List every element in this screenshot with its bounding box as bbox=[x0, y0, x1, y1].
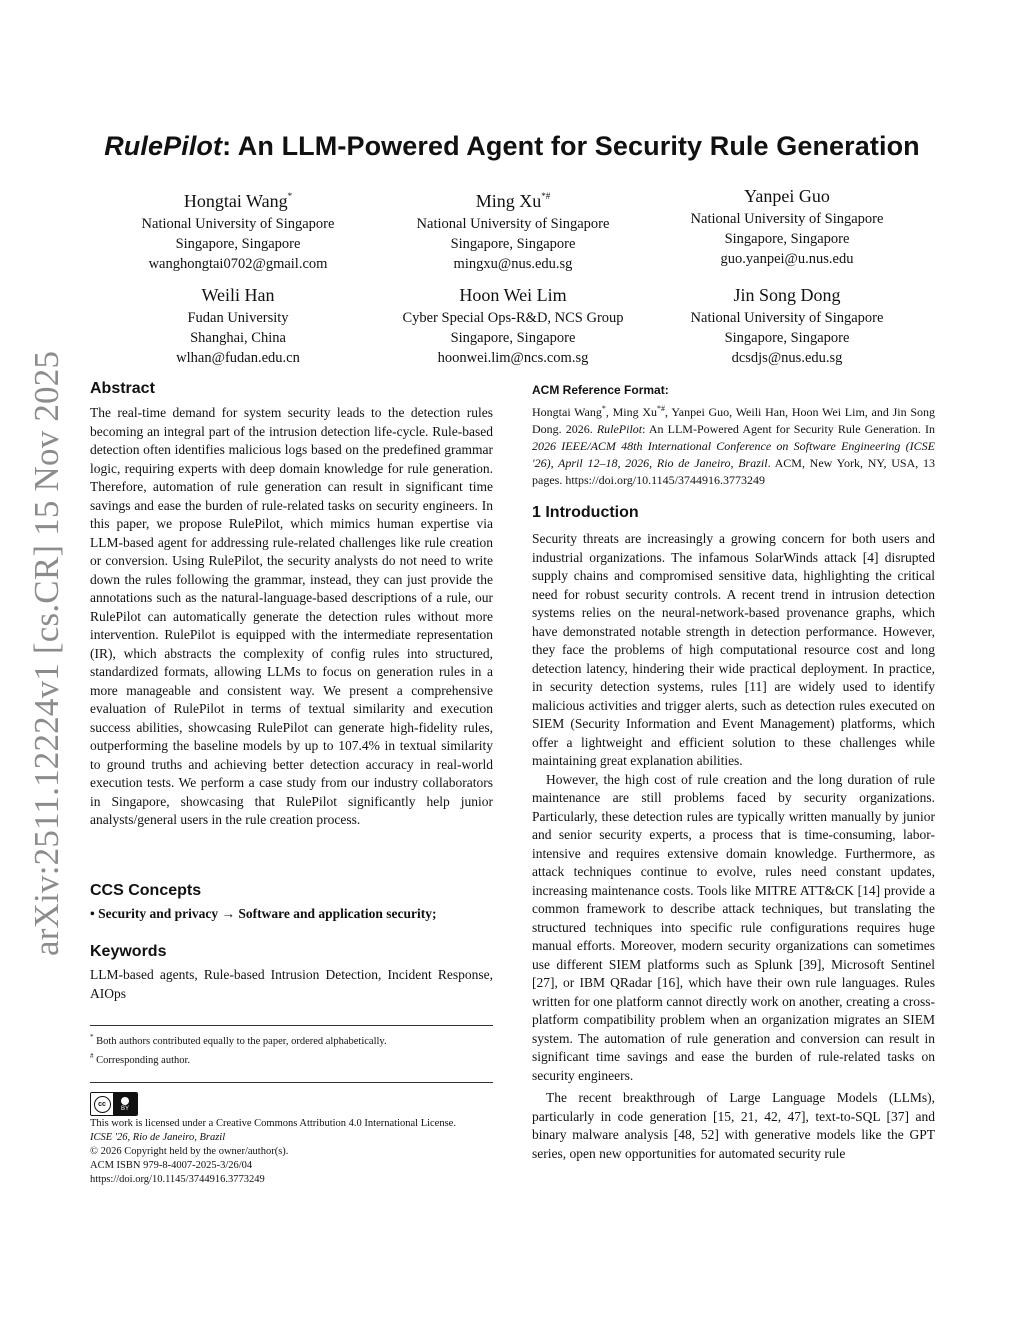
ccs-heading: CCS Concepts bbox=[90, 882, 202, 899]
author-block bbox=[642, 283, 932, 368]
author-email[interactable]: dcsdjs@nus.edu.sg bbox=[731, 350, 843, 366]
abstract-heading: Abstract bbox=[90, 380, 155, 397]
intro-paragraph: Security threats are increasingly a growing concern for both users and industrial organizations. The infamous SolarWinds attack [4] disrupted supply chains and compromised sensitive data, highlighting the critical need for robust security controls. A recent trend in intrusion detection systems relies on the neural-network-based provenance graphs, which have demonstrated notable strength in detection performance. However, they face the problems of high computational resource cost and long detection latency, hindering their wide practical deployment. In practice, in security detection systems, rules [11] are widely used to identify malicious activities and trigger alerts, such as detection rules executed on SIEM (Security Information and Event Management) platforms, which offer a lightweight and efficient solution to these challenges while maintaining great explanation abilities. bbox=[532, 531, 935, 768]
license-divider bbox=[90, 1082, 493, 1083]
author-block bbox=[93, 283, 383, 368]
footnote: * Both authors contributed equally to the paper, ordered alphabetically. bbox=[90, 1033, 387, 1047]
author-email[interactable]: hoonwei.lim@ncs.com.sg bbox=[437, 350, 589, 366]
author-mark: *# bbox=[541, 191, 551, 201]
author-location: Shanghai, China bbox=[190, 330, 286, 346]
author-affiliation: Cyber Special Ops-R&D, NCS Group bbox=[402, 310, 624, 326]
author-email[interactable]: wlhan@fudan.edu.cn bbox=[176, 350, 300, 366]
footnotes bbox=[90, 1030, 493, 1068]
author-location: Singapore, Singapore bbox=[724, 231, 850, 247]
intro-paragraph: The recent breakthrough of Large Language Models (LLMs), particularly in code generation [15, 21, 42, 47], text-to-SQL [37] and binary malware analysis [48, 52] with generative models like the GPT series, open new opportunities for automated security rule bbox=[532, 1090, 935, 1161]
cc-by-badge[interactable]: cc BY bbox=[90, 1092, 138, 1116]
author-location: Singapore, Singapore bbox=[450, 236, 576, 252]
author-affiliation: National University of Singapore bbox=[690, 310, 884, 326]
abstract-text: The real-time demand for system security leads to the detection rules becoming an integral part of the intrusion detection life-cycle. Rule-based detection often identifies malicious logs based on the predefined grammar logic, requiring experts with deep domain knowledge for rule generation. Therefore, automation of rule generation can result in significant time savings and ease the burden of rule-related tasks on security engineers. In this paper, we propose RulePilot, which mimics human expertise via LLM-based agent for addressing rule-related challenges like rule creation or conversion. Using RulePilot, the security analysts do not need to write down the rules following the grammar, instead, they can just provide the annotations such as the natural-language-based descriptions of a rule, our RulePilot can automatically generate the detection rules without more intervention. RulePilot is equipped with the intermediate representation (IR), which abstracts the complexity of config rules into structured, standardized formats, allowing LLMs to focus on generation rules in a more manageable and consistent way. We present a comprehensive evaluation of RulePilot in terms of textual similarity and execution success abilities, showcasing RulePilot can generate high-fidelity rules, outperforming the baseline models by up to 107.4% in textual similarity to ground truths and achieving better detection accuracy in real-world execution tests. We perform a case study from our industry collaborators in Singapore, showcasing that RulePilot significantly help junior analysts/general users in the rule creation process. bbox=[90, 405, 493, 827]
cc-icon: cc bbox=[94, 1096, 111, 1113]
license-doi[interactable]: https://doi.org/10.1145/3744916.3773249 bbox=[90, 1174, 265, 1185]
author-name: Jin Song Dong bbox=[733, 285, 841, 305]
author-block bbox=[368, 283, 658, 368]
author-email[interactable]: guo.yanpei@u.nus.edu bbox=[720, 251, 854, 267]
author-name: Weili Han bbox=[201, 285, 275, 305]
license-copyright: © 2026 Copyright held by the owner/author(s). bbox=[90, 1146, 289, 1157]
author-email[interactable]: wanghongtai0702@gmail.com bbox=[148, 256, 328, 272]
author-email[interactable]: mingxu@nus.edu.sg bbox=[453, 256, 573, 272]
author-block bbox=[642, 184, 932, 269]
arxiv-identifier: arXiv:2511.12224v1 [cs.CR] 15 Nov 2025 bbox=[27, 350, 66, 956]
author-affiliation: National University of Singapore bbox=[690, 211, 884, 227]
author-block bbox=[93, 184, 383, 274]
author-mark: * bbox=[287, 191, 293, 201]
author-block bbox=[368, 184, 658, 274]
author-affiliation: National University of Singapore bbox=[416, 216, 610, 232]
reference-text: Hongtai Wang*, Ming Xu*#, Yanpei Guo, Weili Han, Hoon Wei Lim, and Jin Song Dong. 2026. RulePilot: An LLM-Powered Agent for Security Rule Generation. In 2026 IEEE/ACM 48th International Conference on Software Engineering (ICSE '26), April 12–18, 2026, Rio de Janeiro, Brazil. ACM, New York, NY, USA, 13 pages. https://doi.org/10.1145/3744916.3773249 bbox=[532, 404, 936, 487]
author-affiliation: National University of Singapore bbox=[141, 216, 335, 232]
author-location: Singapore, Singapore bbox=[724, 330, 850, 346]
license-block bbox=[90, 1117, 510, 1187]
author-name: Ming Xu bbox=[475, 191, 542, 211]
keywords-text: LLM-based agents, Rule-based Intrusion Detection, Incident Response, AIOps bbox=[90, 967, 493, 1001]
person-icon bbox=[121, 1097, 129, 1105]
title-name: RulePilot bbox=[104, 131, 223, 161]
abstract-section bbox=[90, 378, 493, 830]
author-affiliation: Fudan University bbox=[187, 310, 289, 326]
author-name: Hongtai Wang bbox=[183, 191, 288, 211]
author-name: Hoon Wei Lim bbox=[459, 285, 567, 305]
author-location: Singapore, Singapore bbox=[450, 330, 576, 346]
reference-format bbox=[532, 382, 935, 489]
introduction-section bbox=[532, 502, 935, 1163]
paper-title bbox=[60, 131, 964, 162]
author-location: Singapore, Singapore bbox=[175, 236, 301, 252]
intro-paragraph: However, the high cost of rule creation and the long duration of rule maintenance are still problems faced by security organizations. Particularly, these detection rules are typically written manually by junior and senior security experts, a process that is time-consuming, labor-intensive and requires extensive domain knowledge. Furthermore, as attack techniques continue to evolve, rules need constant updates, increasing maintenance costs. Tools like MITRE ATT&CK [14] provide a common framework to describe attack techniques, but translating the structured techniques into specific rule configurations requires huge manual efforts. Moreover, modern security organizations can sometimes use different SIEM platforms such as Splunk [39], Microsoft Sentinel [27], or IBM QRadar [16], which have their own rule languages. Rules written for one platform cannot directly work on another, creating a cross-platform compatibility problem when an organization migrates an SIEM system. The automation of rule generation and conversion can result in significant time savings and ease the burden of rule-related tasks on security engineers. bbox=[532, 771, 935, 1083]
author-name: Yanpei Guo bbox=[744, 186, 830, 206]
license-venue: ICSE '26, Rio de Janeiro, Brazil bbox=[90, 1132, 226, 1143]
license-line: This work is licensed under a Creative Commons Attribution 4.0 International License. bbox=[90, 1118, 456, 1129]
footnote-divider bbox=[90, 1025, 493, 1026]
reference-heading: ACM Reference Format: bbox=[532, 383, 669, 397]
keywords-heading: Keywords bbox=[90, 943, 167, 960]
keywords-section bbox=[90, 941, 493, 1003]
footnote: # Corresponding author. bbox=[90, 1052, 191, 1066]
title-rest: : An LLM-Powered Agent for Security Rule Generation bbox=[222, 131, 920, 161]
introduction-heading: 1 Introduction bbox=[532, 504, 639, 521]
license-isbn: ACM ISBN 979-8-4007-2025-3/26/04 bbox=[90, 1160, 253, 1171]
ccs-section bbox=[90, 880, 493, 924]
ccs-text: • Security and privacy → Software and application security; bbox=[90, 906, 437, 921]
